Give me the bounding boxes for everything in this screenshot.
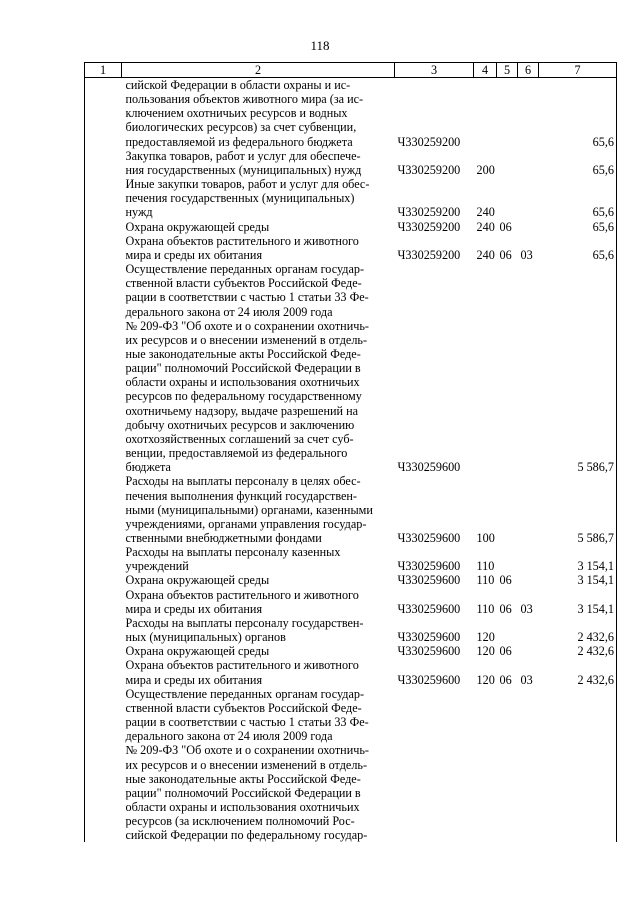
row-number-cell	[85, 588, 122, 616]
subsection-cell: 03	[520, 601, 533, 616]
expense-name-line: ственной власти субъектов Российской Феде-	[125, 276, 362, 291]
expense-name-cell	[122, 177, 395, 219]
expense-type-cell: 200	[476, 162, 495, 177]
section-cell: 06	[499, 644, 512, 659]
subsection-cell	[518, 474, 539, 545]
row-number-cell	[85, 262, 122, 474]
target-article-cell: Ч330259600	[397, 601, 461, 616]
target-article-cell: Ч330259200	[397, 219, 461, 234]
table-row	[85, 262, 617, 474]
row-number-cell	[85, 573, 122, 587]
header-col-2: 2	[122, 63, 395, 78]
expense-name-line: Охрана объектов растительного и животного	[125, 233, 359, 248]
table-row	[85, 474, 617, 545]
expense-name-line: предоставляемой из федерального бюджета	[125, 134, 353, 149]
expense-name-line: № 209-ФЗ "Об охоте и о сохранении охотничь-	[125, 743, 369, 758]
section-cell: 06	[499, 672, 512, 687]
expense-name-cell	[122, 658, 395, 686]
expense-type-cell: 100	[476, 531, 495, 545]
table-row	[85, 234, 617, 262]
expense-name-line: их ресурсов и о внесении изменений в отдель-	[125, 332, 368, 347]
header-col-1: 1	[85, 63, 122, 78]
target-article-cell: Ч330259200	[397, 134, 461, 149]
expense-name-line: рации" полномочий Российской Федерации в	[125, 361, 361, 376]
expense-type-cell: 110	[476, 559, 495, 574]
expense-name-line: Осуществление переданных органам государ-	[125, 686, 365, 701]
target-article-cell: Ч330259600	[397, 531, 461, 545]
header-col-7: 7	[539, 63, 617, 78]
table-row	[85, 545, 617, 573]
budget-table	[84, 62, 617, 842]
table-row	[85, 573, 617, 587]
row-number-cell	[85, 78, 122, 149]
expense-type-cell: 120	[476, 672, 495, 687]
expense-name-cell	[122, 588, 395, 616]
section-cell: 06	[499, 601, 512, 616]
header-row	[85, 63, 617, 78]
expense-name-line: области охраны и использования охотничьих	[125, 375, 360, 390]
amount-cell: 65,6	[539, 78, 617, 149]
subsection-cell: 03	[520, 672, 533, 687]
table-row	[85, 177, 617, 219]
amount-cell: 2 432,6	[539, 644, 617, 658]
expense-name-cell	[122, 262, 395, 474]
expense-name-line: ные законодательные акты Российской Феде-	[125, 346, 361, 361]
row-number-cell	[85, 644, 122, 658]
amount-cell: 2 432,6	[539, 616, 617, 644]
amount-cell: 2 432,6	[539, 658, 617, 686]
amount-cell: 3 154,1	[539, 588, 617, 616]
expense-type-cell: 110	[476, 601, 495, 616]
expense-name-cell	[122, 474, 395, 545]
amount-cell: 3 154,1	[539, 545, 617, 573]
expense-type-cell: 240	[476, 247, 495, 262]
section-cell	[497, 687, 518, 843]
section-cell	[497, 78, 518, 149]
expense-name-line: ными (муниципальными) органами, казенными	[125, 502, 373, 517]
amount-cell: 65,6	[539, 234, 617, 262]
table-row	[85, 658, 617, 686]
header-col-5: 5	[497, 63, 518, 78]
expense-name-line: рации" полномочий Российской Федерации в	[125, 785, 361, 800]
expense-type-cell: 240	[476, 219, 495, 234]
section-cell	[497, 616, 518, 644]
section-cell: 06	[499, 573, 512, 588]
row-number-cell	[85, 149, 122, 177]
target-article-cell: Ч330259200	[397, 247, 461, 262]
row-number-cell	[85, 658, 122, 686]
expense-name-line: учреждений	[125, 559, 189, 574]
amount-cell: 5 586,7	[539, 262, 617, 474]
amount-cell	[539, 687, 617, 843]
expense-name-cell	[122, 545, 395, 573]
page-number: 118	[310, 38, 330, 53]
expense-name-line: Закупка товаров, работ и услуг для обеспече-	[125, 148, 361, 163]
row-number-cell	[85, 687, 122, 843]
expense-name-line: ственными внебюджетными фондами	[125, 531, 322, 545]
amount-cell: 65,6	[539, 220, 617, 234]
target-article-cell: Ч330259600	[397, 630, 461, 645]
row-number-cell	[85, 177, 122, 219]
target-article-cell: Ч330259600	[397, 672, 461, 687]
expense-name-line: мира и среды их обитания	[125, 247, 263, 262]
table-row	[85, 588, 617, 616]
expense-name-cell	[122, 149, 395, 177]
expense-name-line: Охрана окружающей среды	[125, 219, 270, 234]
row-number-cell	[85, 616, 122, 644]
expense-name-line: рации в соответствии с частью 1 статьи 33 Фе-	[125, 715, 369, 730]
expense-name-line: ресурсов (за исключением полномочий Рос-	[125, 814, 355, 829]
expense-name-cell	[122, 573, 395, 587]
subsection-cell	[518, 644, 539, 658]
expense-name-cell	[122, 234, 395, 262]
target-article-cell: Ч330259600	[397, 559, 461, 574]
expense-name-line: охотничьему надзору, выдаче разрешений на	[125, 403, 358, 418]
expense-name-cell	[122, 616, 395, 644]
expense-type-cell	[474, 78, 497, 149]
section-cell	[497, 177, 518, 219]
row-number-cell	[85, 220, 122, 234]
expense-name-line: биологических ресурсов) за счет субвенции,	[125, 120, 357, 135]
expense-name-line: их ресурсов и о внесении изменений в отдель-	[125, 757, 368, 772]
expense-name-cell	[122, 220, 395, 234]
table-row	[85, 220, 617, 234]
expense-type-cell	[474, 687, 497, 843]
subsection-cell	[518, 262, 539, 474]
expense-type-cell	[474, 262, 497, 474]
header-col-3: 3	[395, 63, 474, 78]
expense-name-line: бюджета	[125, 460, 171, 475]
expense-name-line: области охраны и использования охотничьих	[125, 799, 360, 814]
subsection-cell	[518, 573, 539, 587]
expense-name-line: ные законодательные акты Российской Феде-	[125, 771, 361, 786]
expense-name-line: печения государственных (муниципальных)	[125, 191, 355, 206]
subsection-cell	[518, 220, 539, 234]
expense-type-cell: 120	[476, 644, 495, 659]
expense-name-line: ния государственных (муниципальных) нужд	[125, 162, 362, 177]
amount-cell: 65,6	[539, 149, 617, 177]
expense-name-line: Расходы на выплаты персоналу государствен-	[125, 615, 364, 630]
table-header	[85, 63, 617, 78]
expense-name-line: венции, предоставляемой из федерального	[125, 446, 348, 461]
expense-name-cell	[122, 78, 395, 149]
expense-name-line: мира и среды их обитания	[125, 672, 263, 687]
expense-name-line: рации в соответствии с частью 1 статьи 33 Фе-	[125, 290, 369, 305]
row-number-cell	[85, 474, 122, 545]
expense-name-line: нужд	[125, 205, 153, 220]
subsection-cell: 03	[520, 247, 533, 262]
subsection-cell	[518, 78, 539, 149]
expense-name-line: пользования объектов животного мира (за ис-	[125, 92, 364, 107]
expense-name-line: Расходы на выплаты персоналу казенных	[125, 545, 341, 560]
expense-name-line: Осуществление переданных органам государ-	[125, 262, 365, 277]
expense-name-line: дерального закона от 24 июля 2009 года	[125, 729, 333, 744]
header-col-6: 6	[518, 63, 539, 78]
header-col-4: 4	[474, 63, 497, 78]
expense-name-line: Охрана объектов растительного и животного	[125, 658, 359, 673]
expense-name-line: охотхозяйственных соглашений за счет суб-	[125, 431, 354, 446]
table-row	[85, 78, 617, 149]
section-cell	[497, 262, 518, 474]
section-cell	[497, 545, 518, 573]
subsection-cell	[518, 177, 539, 219]
target-article-cell: Ч330259600	[397, 460, 461, 475]
section-cell	[497, 474, 518, 545]
expense-name-cell	[122, 644, 395, 658]
target-article-cell	[395, 687, 474, 843]
subsection-cell	[518, 545, 539, 573]
amount-cell: 65,6	[539, 177, 617, 219]
table-row	[85, 616, 617, 644]
expense-type-cell: 110	[476, 573, 495, 588]
expense-name-line: печения выполнения функций государствен-	[125, 488, 357, 503]
expense-name-line: Охрана окружающей среды	[125, 573, 270, 588]
expense-name-line: № 209-ФЗ "Об охоте и о сохранении охотничь-	[125, 318, 369, 333]
row-number-cell	[85, 234, 122, 262]
expense-name-line: Охрана окружающей среды	[125, 644, 270, 659]
subsection-cell	[518, 616, 539, 644]
section-cell	[497, 149, 518, 177]
expense-name-line: ных (муниципальных) органов	[125, 630, 286, 645]
section-cell: 06	[499, 219, 512, 234]
target-article-cell: Ч330259200	[397, 162, 461, 177]
expense-name-line: учреждениями, органами управления государ-	[125, 516, 367, 531]
section-cell: 06	[499, 247, 512, 262]
target-article-cell: Ч330259200	[397, 205, 461, 220]
amount-cell: 5 586,7	[539, 474, 617, 545]
expense-name-line: Расходы на выплаты персоналу в целях обес-	[125, 474, 361, 489]
expense-name-line: сийской Федерации по федеральному государ-	[125, 828, 368, 843]
expense-name-cell	[122, 687, 395, 843]
expense-name-line: Охрана объектов растительного и животного	[125, 587, 359, 602]
expense-name-line: сийской Федерации в области охраны и ис-	[125, 78, 351, 92]
table-row	[85, 149, 617, 177]
expense-name-line: дерального закона от 24 июля 2009 года	[125, 304, 333, 319]
expense-name-line: ресурсов по федеральному государственному	[125, 389, 362, 404]
expense-name-line: мира и среды их обитания	[125, 601, 263, 616]
table-row	[85, 644, 617, 658]
expense-name-line: ственной власти субъектов Российской Феде-	[125, 700, 362, 715]
target-article-cell: Ч330259600	[397, 644, 461, 659]
subsection-cell	[518, 149, 539, 177]
expense-type-cell: 120	[476, 630, 495, 645]
target-article-cell: Ч330259600	[397, 573, 461, 588]
amount-cell: 3 154,1	[539, 573, 617, 587]
subsection-cell	[518, 687, 539, 843]
table-row	[85, 687, 617, 843]
expense-name-line: добычу охотничьих ресурсов и заключению	[125, 417, 355, 432]
expense-type-cell: 240	[476, 205, 495, 220]
row-number-cell	[85, 545, 122, 573]
expense-name-line: Иные закупки товаров, работ и услуг для обес-	[125, 177, 370, 192]
expense-name-line: ключением охотничьих ресурсов и водных	[125, 106, 348, 121]
table-body	[85, 78, 617, 843]
